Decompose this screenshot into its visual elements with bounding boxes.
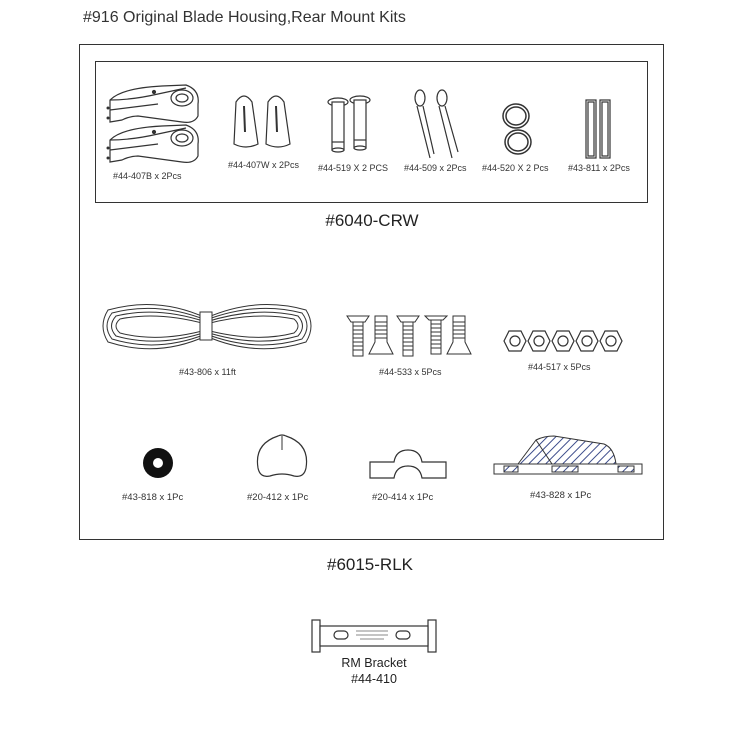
saddle-clamp-drawing (368, 448, 448, 480)
part-label-44-533: #44-533 x 5Pcs (379, 367, 442, 377)
screw-drawing (345, 312, 473, 360)
part-label-43-818: #43-818 x 1Pc (122, 492, 184, 503)
blade-housing-drawing (102, 82, 206, 172)
part-label-20-412: #20-412 x 1Pc (247, 492, 309, 503)
page-title: #916 Original Blade Housing,Rear Mount Kits (83, 9, 406, 26)
split-ring-drawing (498, 100, 538, 160)
part-label-43-806: #43-806 x 11ft (179, 367, 236, 377)
clevis-pin-drawing (320, 94, 380, 156)
kit-label-6040-crw: #6040-CRW (325, 211, 419, 230)
part-label-43-811: #43-811 x 2Pcs (568, 163, 630, 173)
part-label-44-517: #44-517 x 5Pcs (528, 362, 591, 372)
coiled-cord-drawing (98, 296, 316, 358)
part-label-44-407w: #44-407W x 2Pcs (228, 160, 300, 170)
part-label-44-519: #44-519 X 2 PCS (318, 163, 389, 173)
rubber-washer-drawing (140, 445, 176, 481)
part-label-44-509: #44-509 x 2Pcs (404, 163, 467, 173)
part-label-20-414: #20-414 x 1Pc (372, 492, 434, 503)
cotter-pin-drawing (408, 88, 468, 160)
hex-nut-drawing (500, 326, 630, 356)
part-label-43-828: #43-828 x 1Pc (530, 490, 592, 501)
cam-cleat-drawing (492, 432, 644, 480)
part-label-44-407b: #44-407B x 2Pcs (113, 171, 182, 181)
knob-drawing (252, 432, 312, 482)
bracket-number: #44-410 (351, 672, 397, 686)
kit-label-6015-rlk: #6015-RLK (326, 555, 413, 574)
part-label-44-520: #44-520 X 2 Pcs (482, 163, 549, 173)
wedge-drawing (230, 90, 296, 150)
rm-bracket-drawing (310, 618, 438, 654)
bracket-name: RM Bracket (341, 656, 407, 670)
strip-drawing (584, 98, 614, 160)
